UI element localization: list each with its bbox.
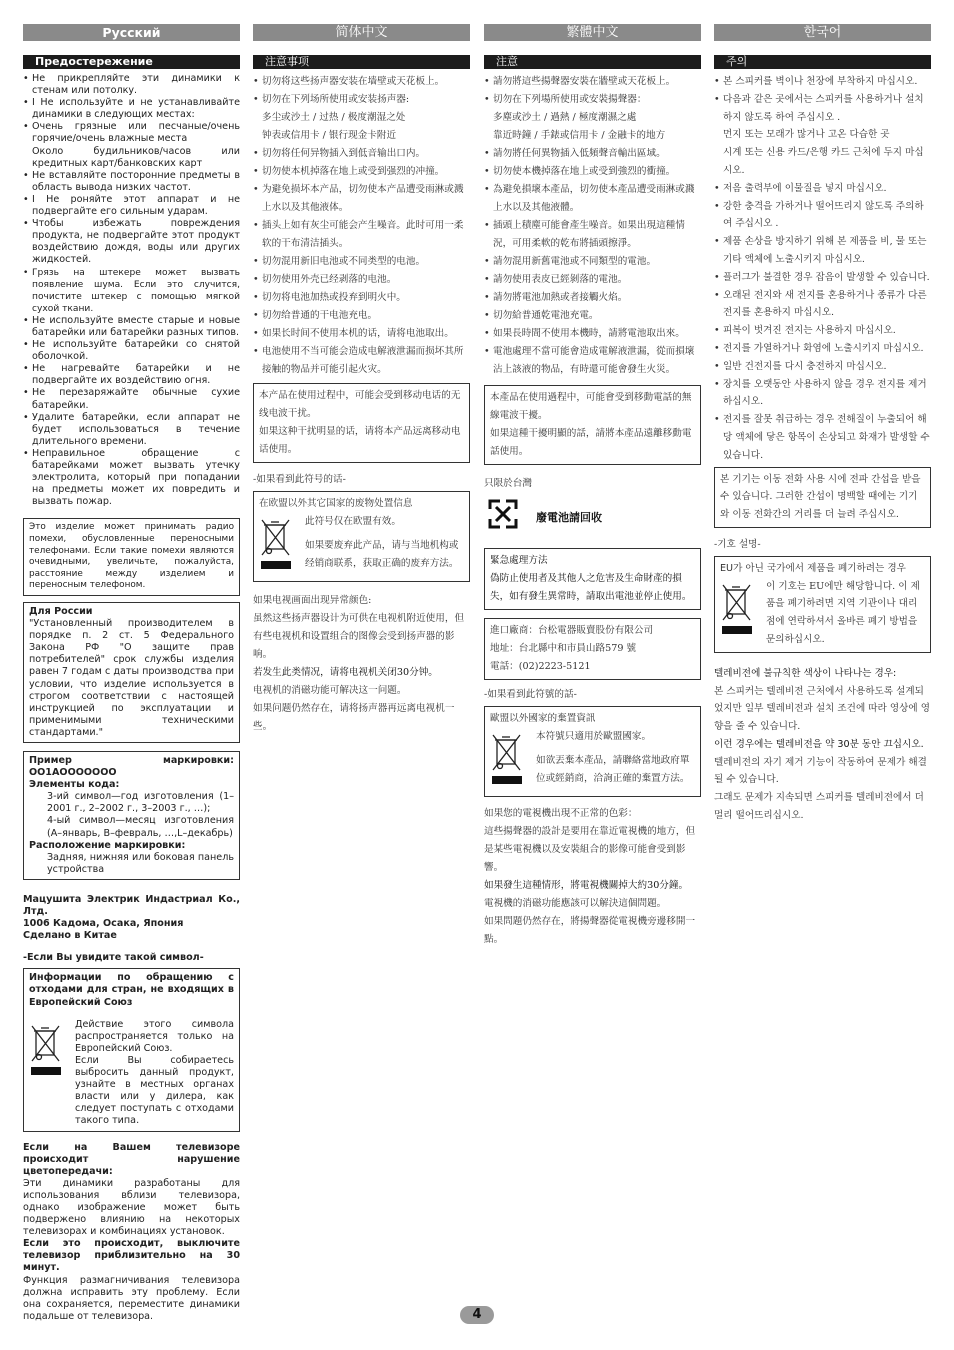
list-item: • 장치를 오랫동안 사용하지 않을 경우 전지를 제거하십시오. xyxy=(714,376,931,412)
tv-color-text: 电视机的消磁功能可解决这一问题。 如果问题仍然存在，请将扬声器再远离电视机一些。 xyxy=(253,685,455,732)
list-item: • Не нагревайте батарейки и не подвергайте их воздействию огня. xyxy=(23,363,240,387)
wheelie-bin-icon xyxy=(490,728,536,793)
tv-color-text: 본 스피커는 텔레비전 근처에서 사용하도록 설계되었지만 일부 텔레비전과 설치 조건에 따라 영상에 영향을 줄 수 있습니다. xyxy=(714,685,930,733)
symbol-intro: -如果看到此符號的話- xyxy=(484,689,577,700)
wheelie-bin-icon xyxy=(29,1019,75,1128)
mobile-interference-box: 본 기기는 이동 전화 사용 시에 전파 간섭을 받을 수 있습니다. 그러한 간섭이 명백할 때에는 기기와 이동 전화간의 거리를 더 늘려 주십시오. xyxy=(714,467,931,528)
list-item: • I Не используйте и не устанавливайте динамики в следующих местах: xyxy=(23,97,240,121)
marking-location-label: Расположение маркировки: xyxy=(29,839,186,851)
list-item: • Не перезаряжайте обычные сухие батарейки. xyxy=(23,387,240,411)
list-item: • 电池使用不当可能会造成电解液泄漏而损坏其所接触的物品并可能引起火灾。 xyxy=(253,343,470,379)
radio-interference-box: Это изделие может принимать радио помехи, обусловленные переносными телефонами. Если такие помехи являются очевидными, увеличьте, пожалуйста, расстояние между изделием и переносным телефоном. xyxy=(23,518,240,596)
list-item: • 피복이 벗겨진 전지는 사용하지 마십시오. xyxy=(714,322,931,340)
eu-disposal-text: 如欲丟棄本產品，請聯絡當地政府單位或經銷商，洽詢正確的棄置方法。 xyxy=(536,755,690,784)
list-item: • 請勿將電池加熱或者接觸火焰。 xyxy=(484,289,701,307)
eu-disposal-text: 此符号仅在欧盟有效。 xyxy=(305,516,401,527)
symbol-intro: -如果看到此符号的话- xyxy=(253,474,346,485)
russia-box-text: "Установленный производителем в порядке п. 2 ст. 5 Федерального Закона РФ "О защите прав потребителей" срок службы изделия равен 7 годам с даты производства при условии, что изделие используется в строгом соответствии с настоящей инструкцией по эксплуатации и применимыми техническими стандартами." xyxy=(29,618,234,738)
battery-recycle-icon xyxy=(484,495,536,540)
eu-disposal-box xyxy=(484,706,701,797)
tv-color-title: 如果您的電視機出現不正常的色彩： xyxy=(484,808,638,819)
list-item: • I Не роняйте этот аппарат и не подвергайте его сильным ударам. xyxy=(23,194,240,218)
list-item: • 切勿将电池加热或投弃到明火中。 xyxy=(253,289,470,307)
emergency-box xyxy=(484,548,701,610)
eu-disposal-text: 本符號只適用於歐盟國家。 xyxy=(536,731,652,742)
precautions-list xyxy=(714,73,931,465)
list-item: • 切勿使本機掉落在地上或受到強烈的衝撞。 xyxy=(484,163,701,181)
importer-box: 進口廠商：台松電器販賣股份有限公司 地址：台北縣中和市員山路579 號 電話：(02)2223-5121 xyxy=(484,618,701,680)
mobile-interference-box: 本產品在使用過程中，可能會受到移動電話的無線電波干擾。 如果這種干擾明顯的話，請將本產品遠離移動電話使用。 xyxy=(484,385,701,465)
tv-color-text: 電視機的消磁功能應該可以解決這個問題。 如果問題仍然存在，將揚聲器從電視機旁邊移開一點。 xyxy=(484,898,696,945)
list-item: • 插头上如有灰尘可能会产生噪音。此时可用一柔软的干布清洁插头。 xyxy=(253,217,470,253)
eu-disposal-box xyxy=(23,968,240,1131)
precautions-list xyxy=(23,73,240,508)
list-item: • 切勿使本机掉落在地上或受到强烈的冲撞。 xyxy=(253,163,470,181)
list-item: • 切勿将这些扬声器安装在墙壁或天花板上。 xyxy=(253,73,470,91)
list-item: • 전지를 가열하거나 화염에 노출시키지 마십시오. xyxy=(714,340,931,358)
recycle-label: 廢電池請回收 xyxy=(536,510,602,524)
list-subitem: • Очень грязные или песчаные/очень горячие/очень влажные места Около будильников/часов или кредитных карт/банковских карт xyxy=(23,121,240,169)
russia-box xyxy=(23,602,240,743)
list-item: • 請勿使用表皮已經剝落的電池。 xyxy=(484,271,701,289)
list-item: • 为避免损坏本产品，切勿使本产品遭受雨淋或溅上水以及其他液体。 xyxy=(253,181,470,217)
manufacturer: Мацушита Электрик Индастриал Ко., Лтд. 1006 Кадома, Осака, Япония Сделано в Китае xyxy=(23,893,240,942)
list-item: • 다음과 같은 곳에서는 스피커를 사용하거나 설치하지 않도록 하여 주십시오 . 먼지 또는 모래가 많거나 고온 다습한 곳 시계 또는 신용 카드/은행 카드 근처에 두지 마십시오. xyxy=(714,91,931,180)
tv-color-action: 이런 경우에는 텔레비전을 약 30분 동안 끄십시오. xyxy=(714,738,924,750)
precautions-list xyxy=(253,73,470,379)
eu-disposal-text: Действие этого символа распространяется только на Европейский Союз. xyxy=(75,1018,234,1054)
marking-location: Задняя, нижняя или боковая панель устройства xyxy=(47,851,234,875)
list-item: • 插頭上積塵可能會產生噪音。如果出現這種情況，可用柔軟的乾布將插頭擦淨。 xyxy=(484,217,701,253)
symbol-intro: -기호 설명- xyxy=(714,538,761,550)
russia-box-title: Для России xyxy=(29,605,93,617)
section-title-traditional-chinese: 繁體中文 xyxy=(484,24,701,41)
list-item: • 請勿混用新舊電池或不同類型的電池。 xyxy=(484,253,701,271)
tv-color-title: 텔레비전에 불규칙한 색상이 나타나는 경우: xyxy=(714,667,897,679)
list-item: • 저음 출력부에 이물질을 넣지 마십시오. xyxy=(714,180,931,198)
subtitle-precautions: 주의 xyxy=(714,55,931,69)
tv-color-action: Если это происходит, выключите телевизор приблизительно на 30 минут. xyxy=(23,1238,240,1274)
subtitle-precautions: 注意事项 xyxy=(253,55,470,69)
eu-disposal-title: EU가 아닌 국가에서 제품을 폐기하려는 경우 xyxy=(720,562,906,574)
list-item: • 切勿在下列场所使用或安装扬声器: 多尘或沙土 / 过热 / 极度潮湿之处 钟表或信用卡 / 银行现金卡附近 xyxy=(253,91,470,145)
list-item: • Неправильное обращение с батарейками может вызвать утечку электролита, который при попадании на предметы может их повредить и вызвать пожар. xyxy=(23,448,240,508)
marking-example: Пример маркировки: OO1AOOOOOOO xyxy=(29,754,234,779)
marking-box xyxy=(23,751,240,880)
column-simplified-chinese xyxy=(253,24,470,736)
tv-color-action: 若发生此类情况，请将电视机关闭30分钟。 xyxy=(253,667,438,678)
emergency-text: 偽防止使用者及其他人之危害及生命財產的損失，如有發生異常時，請取出電池並停止使用。 xyxy=(490,573,692,602)
list-item: • Не используйте батарейки со снятой оболочкой. xyxy=(23,339,240,363)
list-item: • Не вставляйте посторонние предметы в область вывода низких частот. xyxy=(23,170,240,194)
list-item: • Не прикрепляйте эти динамики к стенам или потолку. xyxy=(23,73,240,97)
subtitle-precautions: Предостережение xyxy=(23,55,240,69)
marking-code-line: 4-ый символ—месяц изготовления (А–январь, В–февраль, …,L–декабрь) xyxy=(47,815,234,839)
eu-disposal-title: 在欧盟以外其它国家的废物处置信息 xyxy=(259,498,413,509)
marking-code-line: 3-ий символ—год изготовления (1–2001 г., 2–2002 г., 3–2003 г., …); xyxy=(47,791,234,815)
list-item: • Чтобы избежать повреждения продукта, не подвергайте этот продукт воздействию дождя, воды или других жидкостей. xyxy=(23,218,240,266)
eu-disposal-box xyxy=(714,556,931,653)
list-item: • 切勿混用新旧电池或不同类型的电池。 xyxy=(253,253,470,271)
list-item: • 如果長時間不使用本機時，請將電池取出來。 xyxy=(484,325,701,343)
marking-codes-label: Элементы кода: xyxy=(29,779,120,791)
tv-color-title: Если на Вашем телевизоре происходит нарушение цветопередачи: xyxy=(23,1141,240,1177)
wheelie-bin-icon xyxy=(259,513,305,578)
tv-color-text: Функция размагничивания телевизора должна исправить эту проблему. Если она сохраняется, переместите динамики подальше от телевизора. xyxy=(23,1274,240,1322)
emergency-title: 緊急處理方法 xyxy=(490,555,548,566)
list-item: • Грязь на штекере может вызвать появление шума. Если это случится, почистите штекер с помощью мягкой сухой ткани. xyxy=(23,267,240,315)
tv-color-text: 虽然这些扬声器设计为可供在电视机附近使用，但有些电视机和设置组合的图像会受到扬声器的影响。 xyxy=(253,613,465,660)
list-item: • 切勿将任何异物插入到低音输出口内。 xyxy=(253,145,470,163)
column-korean xyxy=(714,24,931,825)
precautions-list xyxy=(484,73,701,379)
list-item: • 본 스피커를 벽이나 천장에 부착하지 마십시오. xyxy=(714,73,931,91)
list-item: • 전지를 잘못 취급하는 경우 전해질이 누출되어 해당 액체에 닿은 항목이 손상되고 화재가 발생할 수 있습니다. xyxy=(714,411,931,464)
tv-color-text: 這些揚聲器的設計是要用在靠近電視機的地方，但是某些電視機以及安裝組合的影像可能會受到影響。 xyxy=(484,826,696,873)
list-item: • 플러그가 불결한 경우 잡음이 발생할 수 있습니다. xyxy=(714,269,931,287)
list-item: • 切勿給普通乾電池充電。 xyxy=(484,307,701,325)
eu-disposal-title: Информации по обращению с отходами для стран, не входящих в Европейский Союз xyxy=(29,972,234,1008)
tv-color-title: 如果电视画面出现异常颜色: xyxy=(253,595,372,606)
list-item: • 일반 건전지를 다시 충전하지 마십시오. xyxy=(714,358,931,376)
column-traditional-chinese xyxy=(484,24,701,949)
page-number: 4 xyxy=(460,1306,494,1324)
list-item: • 切勿给普通的干电池充电。 xyxy=(253,307,470,325)
mobile-interference-box: 本产品在使用过程中，可能会受到移动电话的无线电波干扰。 如果这种干扰明显的话，请将本产品远离移动电话使用。 xyxy=(253,383,470,463)
list-item: • Не используйте вместе старые и новые батарейки или батарейки разных типов. xyxy=(23,315,240,339)
list-item: • 電池處理不當可能會造成電解液泄漏，從而損壞沾上該液的物品，有時還可能會發生火災。 xyxy=(484,343,701,379)
list-item: • 오래된 전지와 새 전지를 혼용하거나 종류가 다른 전지를 혼용하지 마십시오. xyxy=(714,287,931,323)
list-item: • 為避免損壞本產品，切勿使本產品遭受雨淋或濺上水以及其他液體。 xyxy=(484,181,701,217)
list-item: • 請勿將這些揚聲器安裝在牆壁或天花板上。 xyxy=(484,73,701,91)
subtitle-precautions: 注意 xyxy=(484,55,701,69)
tv-color-text: Эти динамики разработаны для использования вблизи телевизора, однако изображение может быть подвержено влиянию на некоторых телевизорах и комбинациях установок. xyxy=(23,1177,240,1238)
eu-disposal-title: 歐盟以外國家的棄置資訊 xyxy=(490,713,596,724)
tv-color-action: 如果發生這種情形，將電視機關掉大約30分鐘。 xyxy=(484,880,689,891)
eu-disposal-box xyxy=(253,491,470,582)
list-item: • 切勿在下列場所使用或安裝揚聲器： 多塵或沙土 / 過熱 / 極度潮濕之處 靠近時鐘 / 手錶或信用卡 / 金融卡的地方 xyxy=(484,91,701,145)
wheelie-bin-icon xyxy=(720,578,766,649)
section-title-simplified-chinese: 简体中文 xyxy=(253,24,470,41)
list-item: • 제품 손상을 방지하기 위해 본 제품을 비, 물 또는 기타 액체에 노출시키지 마십시오. xyxy=(714,233,931,269)
list-item: • Удалите батарейки, если аппарат не будет использоваться в течение длительного времени. xyxy=(23,412,240,448)
eu-disposal-text: 이 기호는 EU에만 해당합니다. 이 제품을 폐기하려면 지역 기관이나 대리점에 연락하셔서 올바른 폐기 방법을 문의하십시오. xyxy=(766,580,920,645)
section-title-russian: Русский xyxy=(23,24,240,41)
section-title-korean: 한국어 xyxy=(714,24,931,41)
list-item: • 강한 충격을 가하거나 떨어뜨리지 않도록 주의하여 주십시오 . xyxy=(714,198,931,234)
tv-color-text: 텔레비전의 자기 제거 기능이 작동하여 문제가 해결될 수 있습니다. 그래도 문제가 지속되면 스피커를 텔레비전에서 더 멀리 떨어뜨리십시오. xyxy=(714,756,927,822)
eu-disposal-text: Если Вы собираетесь выбросить данный продукт, узнайте в местных органах власти или у дилера, как следует поступать с отходами такого типа. xyxy=(75,1054,234,1127)
list-item: • 切勿使用外壳已经剥落的电池。 xyxy=(253,271,470,289)
symbol-intro: -Если Вы увидите такой символ- xyxy=(23,952,204,964)
list-item: • 如果长时间不使用本机的话，请将电池取出。 xyxy=(253,325,470,343)
eu-disposal-text: 如果要废弃此产品，请与当地机构或经销商联系，获取正确的废弃方法。 xyxy=(305,540,459,569)
list-item: • 請勿將任何異物插入低頻聲音輸出區域。 xyxy=(484,145,701,163)
column-russian xyxy=(23,24,240,1323)
taiwan-only-label: 只限於台灣 xyxy=(484,478,532,489)
